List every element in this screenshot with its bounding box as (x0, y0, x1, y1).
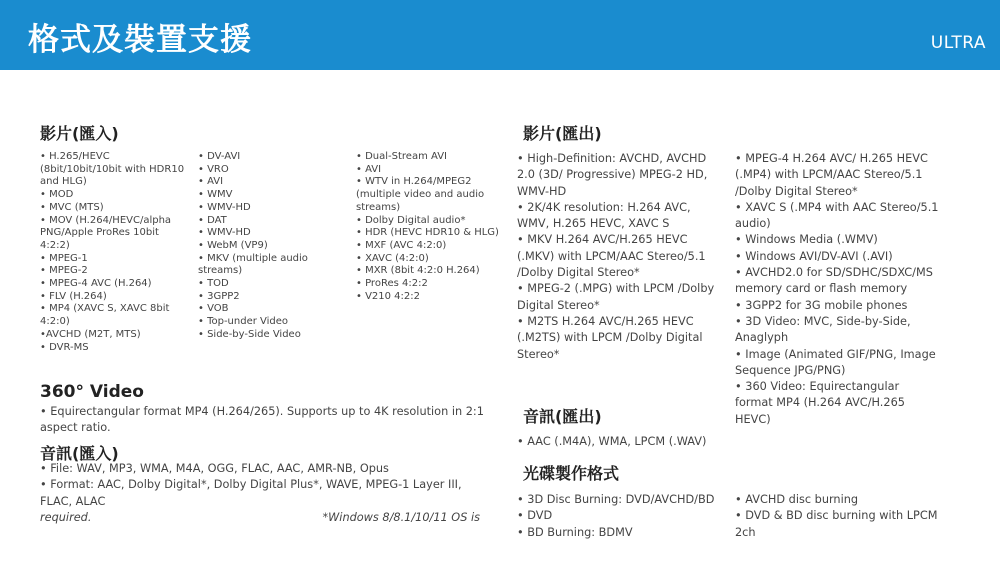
list-item: • Side-by-Side Video (198, 328, 301, 340)
audio-import-heading: 音訊(匯入) (40, 444, 119, 463)
list-item: • High-Definition: AVCHD, AVCHD 2.0 (3D/ Progressive) MPEG-2 HD, WMV-HD (517, 152, 708, 198)
video360-heading: 360° Video (40, 382, 144, 402)
audio-files-label: • File: (40, 462, 73, 475)
list-item: • Top-under Video (198, 316, 289, 328)
video360-text: • Equirectangular format MP4 (H.264/265). Supports up to 4K resolution in 2:1 aspect ratio. (40, 405, 484, 435)
video-export-heading: 影片(匯出) (523, 124, 602, 143)
list-item: • VRO (198, 163, 229, 175)
list-item: • Windows AVI/DV-AVI (.AVI) (735, 249, 893, 263)
list-item: • 360 Video: Equirectangular format MP4 (H.264 AVC/H.265 HEVC) (735, 380, 905, 426)
list-item: • DVD & BD disc burning with LPCM 2ch (735, 509, 938, 539)
page-title: 格式及裝置支援 (28, 22, 252, 58)
list-item: • MPEG-1 (40, 252, 88, 264)
list-item: • 3GPP2 for 3G mobile phones (735, 298, 908, 312)
list-item: • AVCHD disc burning (735, 493, 859, 506)
audio-import-block (40, 461, 480, 526)
list-item: • WTV in H.264/MPEG2 (multiple video and audio streams) (356, 176, 485, 213)
list-item: • ProRes 4:2:2 (356, 278, 428, 290)
list-item: • MPEG-2 (40, 265, 88, 277)
disc-authoring-heading: 光碟製作格式 (523, 464, 620, 483)
list-item: • XAVC (4:2:0) (356, 252, 429, 264)
list-item: • MPEG-4 AVC (H.264) (40, 278, 152, 290)
video-export-list-2 (735, 151, 940, 428)
video-import-list-1 (40, 151, 185, 354)
list-item: • HDR (HEVC HDR10 & HLG) (356, 227, 499, 239)
list-item: • WebM (VP9) (198, 239, 268, 251)
list-item: • MKV (multiple audio streams) (198, 252, 308, 277)
audio-format-label: • Format: (40, 478, 94, 492)
disc-list-2 (735, 492, 940, 541)
list-item: • DAT (198, 214, 227, 226)
list-item: • MPEG-4 H.264 AVC/ H.265 HEVC (.MP4) with LPCM/AAC Stereo/5.1 /Dolby Digital Stereo* (735, 152, 928, 198)
audio-format-value: AAC, Dolby Digital*, Dolby Digital Plus*, WAVE, MPEG-1 Layer III, FLAC, ALAC (40, 478, 462, 508)
list-item: • WMV-HD (198, 201, 251, 213)
list-item: • WMV (198, 189, 233, 201)
list-item: • MVC (MTS) (40, 201, 104, 213)
os-note-right: *Windows 8/8.1/10/11 OS is (322, 510, 480, 524)
video-import-list-3 (356, 151, 506, 303)
list-item: • WMV-HD (198, 227, 251, 239)
list-item: • Image (Animated GIF/PNG, Image Sequence JPG/PNG) (735, 347, 936, 377)
video-import-list-2 (198, 151, 328, 342)
list-item: • MOD (40, 189, 74, 201)
audio-files-line (40, 461, 480, 477)
list-item: • DV-AVI (198, 151, 241, 162)
list-item: • VOB (198, 303, 229, 315)
list-item: • AAC (.M4A), WMA, LPCM (.WAV) (517, 435, 707, 448)
list-item: • 2K/4K resolution: H.264 AVC, WMV, H.265 HEVC, XAVC S (517, 200, 691, 231)
audio-format-line (40, 477, 480, 510)
list-item: • MP4 (XAVC S, XAVC 8bit 4:2:0) (40, 303, 170, 328)
list-item: • MPEG-2 (.MPG) with LPCM /Dolby Digital Stereo* (517, 282, 715, 312)
list-item: • MOV (H.264/HEVC/alpha PNG/Apple ProRes 10bit 4:2:2) (40, 214, 172, 251)
list-item: • BD Burning: BDMV (517, 525, 633, 539)
video-export-list-1 (517, 151, 717, 363)
list-item: • 3GPP2 (198, 290, 240, 302)
list-item: • FLV (H.264) (40, 290, 107, 302)
list-item: • 3D Disc Burning: DVD/AVCHD/BD (517, 493, 715, 506)
list-item: • H.265/HEVC (8bit/10bit/10bit with HDR10 and HLG) (40, 151, 185, 188)
list-item: • MKV H.264 AVC/H.265 HEVC (.MKV) with LPCM/AAC Stereo/5.1 /Dolby Digital Stereo* (517, 233, 706, 280)
audio-export-heading: 音訊(匯出) (523, 407, 602, 426)
list-item: • 3D Video: MVC, Side-by-Side, Anaglyph (735, 314, 911, 345)
list-item: • AVI (198, 176, 224, 188)
list-item: • Windows Media (.WMV) (735, 233, 878, 247)
list-item: • Dual-Stream AVI (356, 151, 447, 162)
list-item: • AVCHD2.0 for SD/SDHC/SDXC/MS memory card or flash memory (735, 266, 933, 296)
list-item: • V210 4:2:2 (356, 290, 421, 302)
header-banner (0, 0, 1000, 70)
disc-list-1 (517, 492, 727, 541)
list-item: • AVI (356, 163, 382, 175)
edition-badge: ULTRA (930, 33, 986, 53)
list-item: • TOD (198, 278, 229, 290)
list-item: • DVD (517, 509, 553, 523)
list-item: • MXR (8bit 4:2:0 H.264) (356, 265, 480, 277)
os-note-left: required. (40, 510, 92, 524)
list-item: • DVR-MS (40, 341, 89, 353)
audio-files-value: WAV, MP3, WMA, M4A, OGG, FLAC, AAC, AMR-NB, Opus (72, 462, 389, 475)
audio-export-list (517, 434, 737, 450)
list-item: • MXF (AVC 4:2:0) (356, 239, 447, 251)
list-item: • M2TS H.264 AVC/H.265 HEVC (.M2TS) with LPCM /Dolby Digital Stereo* (517, 314, 703, 361)
video-import-heading: 影片(匯入) (40, 124, 119, 143)
list-item: • XAVC S (.MP4 with AAC Stereo/5.1 audio) (735, 200, 939, 231)
list-item: •AVCHD (M2T, MTS) (40, 328, 141, 340)
list-item: • Dolby Digital audio* (356, 214, 466, 226)
